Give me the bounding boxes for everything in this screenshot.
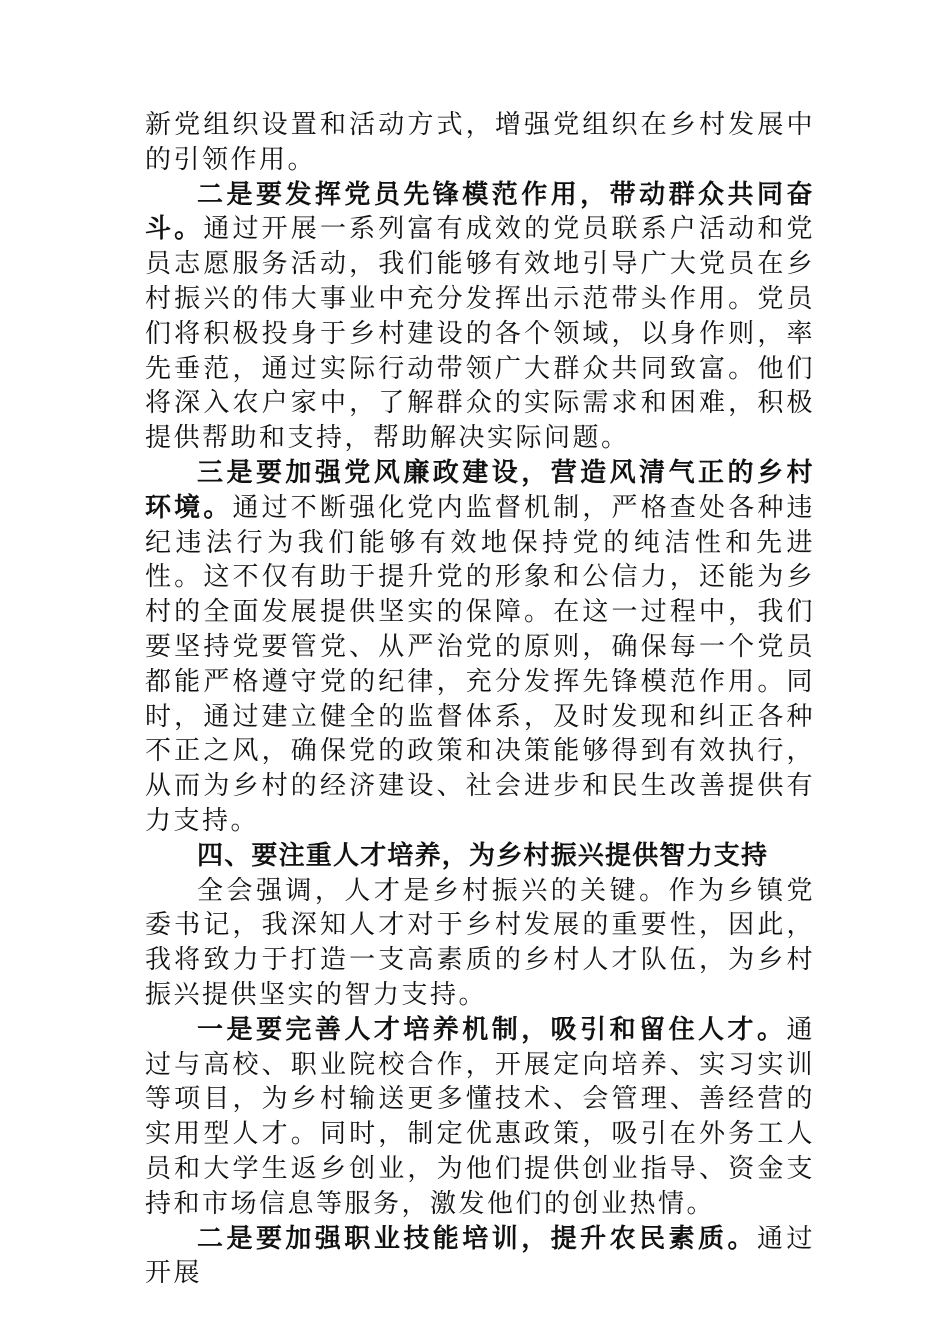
paragraph-clean-governance (145, 456, 815, 839)
paragraph-party-members (145, 178, 815, 456)
paragraph-text: 通过开展 (145, 1223, 815, 1289)
paragraph-text: 通过不断强化党内监督机制，严格查处各种违纪违法行为我们能够有效地保持党的纯洁性和先进性。这不仅有助于提升党的形象和公信力，还能为乡村的全面发展提供坚实的保障。在这一过程中，我们要坚持党要管党、从严治党的原则，确保每一个党员都能严格遵守党的纪律，充分发挥先锋模范作用。同时，通过建立健全的监督体系，及时发现和纠正各种不正之风，确保党的政策和决策能够得到有效执行，从而为乡村的经济建设、社会进步和民生改善提供有力支持。 (145, 492, 815, 836)
paragraph-lead: 三是要加强党风廉政建设，营造风清气正的乡村环境。 (145, 457, 815, 523)
paragraph-continuation (145, 108, 815, 178)
paragraph-text: 全会强调，人才是乡村振兴的关键。作为乡镇党委书记，我深知人才对于乡村发展的重要性，因此，我将致力于打造一支高素质的乡村人才队伍，为乡村振兴提供坚实的智力支持。 (145, 875, 815, 1010)
paragraph-talent-intro (145, 874, 815, 1013)
document-body (145, 108, 815, 1291)
paragraph-talent-mechanism (145, 1013, 815, 1222)
paragraph-text: 通过与高校、职业院校合作，开展定向培养、实习实训等项目，为乡村输送更多懂技术、会管理、善经营的实用型人才。同时，制定优惠政策，吸引在外务工人员和大学生返乡创业，为他们提供创业指导、资金支持和市场信息等服务，激发他们的创业热情。 (145, 1014, 815, 1219)
section-heading: 四、要注重人才培养，为乡村振兴提供智力支持 (197, 840, 769, 871)
paragraph-text: 新党组织设置和活动方式，增强党组织在乡村发展中的引领作用。 (145, 110, 815, 175)
paragraph-lead: 二是要加强职业技能培训，提升农民素质。 (197, 1223, 757, 1254)
paragraph-lead: 二是要发挥党员先锋模范作用，带动群众共同奋斗。 (145, 179, 815, 245)
paragraph-text: 通过开展一系列富有成效的党员联系户活动和党员志愿服务活动，我们能够有效地引导广大党员在乡村振兴的伟大事业中充分发挥出示范带头作用。党员们将积极投身于乡村建设的各个领域，以身作则，率先垂范，通过实际行动带领广大群众共同致富。他们将深入农户家中，了解群众的实际需求和困难，积极提供帮助和支持，帮助解决实际问题。 (145, 214, 815, 454)
paragraph-lead: 一是要完善人才培养机制，吸引和留住人才。 (197, 1014, 787, 1045)
paragraph-skills-training (145, 1222, 815, 1292)
